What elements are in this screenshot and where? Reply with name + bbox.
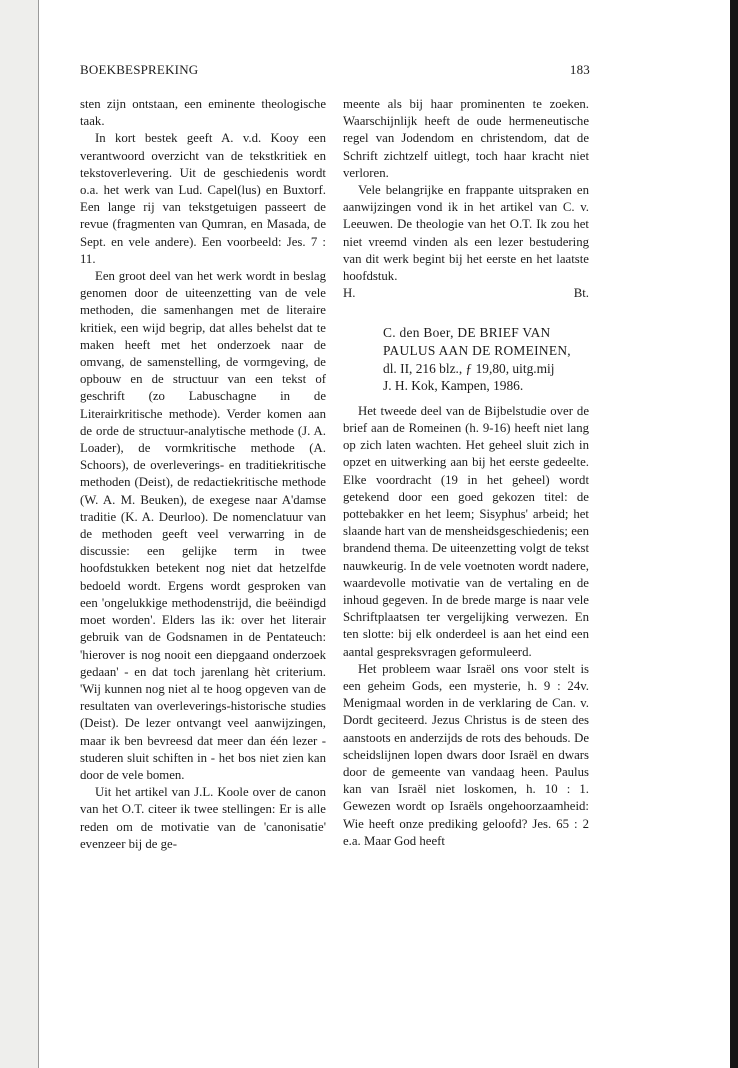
running-header (80, 62, 590, 82)
book-reference-line: J. H. Kok, Kampen, 1986. (383, 378, 524, 394)
page-fold-line (38, 0, 39, 1068)
paragraph: meente als bij haar prominenten te zoeken. Waarschijnlijk heeft de oude hermeneutische regel van Jodendom en christendom, dat de Schrift zichtzelf uitlegt, toch haar kracht niet verloren. (343, 97, 589, 180)
review-body (343, 403, 589, 850)
left-column (80, 96, 326, 853)
review-signature (343, 285, 589, 302)
book-reference (383, 324, 589, 394)
book-reference-line: dl. II, 216 blz., ƒ 19,80, uitg.mij (383, 360, 555, 376)
paragraph: Een groot deel van het werk wordt in beslag genomen door de uiteenzetting van de vele methoden, die samenhangen met de literaire kritiek, een wijd begrip, dat alles behelst dat te maken heeft met het onderzoek naar de omvang, de samenstelling, de vormgeving, de opbouw en de structuur van een tekst of geschrift (zo Labuschagne in de Literairkritische methode). Verder komen aan de orde de structuur-analytische methode (J. A. Loader), de vormkritische methode (A. Schoors), de overleverings- en traditiekritische methoden (Deist), de redactiekritische methode (W. A. M. Beuken), de exegese naar A'damse traditie (K. A. Deurloo). De nomenclatuur van de methoden geeft veel verwarring in de discussie: een gelijke term in twee hoofdstukken betekent nog niet dat hetzelfde bedoeld wordt. Ergens wordt gesproken van een 'ongelukkige methodenstrijd, die beëindigd moet worden'. Elders las ik: over het literair gebruik van de Godsnamen in de Pentateuch: 'hierover is nog nooit een diepgaand onderzoek gedaan' - en dat toch jarenlang hèt criterium. 'Wij kunnen nog niet al te hoog opgeven van de resultaten van overleverings-historische studies (Deist). De lezer ontvangt veel aanwijzingen, maar ik ben bevreesd dat meer dan één lezer - studeren sluit schiften in - het bos niet zien kan door de vele bomen. (80, 269, 326, 782)
book-reference-line: C. den Boer, DE BRIEF VAN (383, 325, 551, 341)
running-title: BOEKBESPREKING (80, 62, 199, 77)
paragraph: Vele belangrijke en frappante uitspraken en aanwijzingen vond ik in het artikel van C. v. Leeuwen. De theologie van het O.T. Ik zou het niet vreemd vinden als een lezer bestudering van dit werk begint bij het eerste en het laatste hoofdstuk. (343, 183, 589, 284)
paragraph: Het probleem waar Israël ons voor stelt is een geheim Gods, een mysterie, h. 9 : 24v. Menigmaal worden in de verklaring de Can. v. Dordt geciteerd. Jezus Christus is de steen des aanstoots en anderzijds de rots des behouds. De scheidslijnen lopen dwars door Israël en dwars door de gemeente van vandaag heen. Paulus kan van Israël niet loskomen, h. 10 : 1. Gewezen wordt op Israëls ongehoorzaamheid: Wie heeft onze prediking geloofd? Jes. 65 : 2 e.a. Maar God heeft (343, 661, 589, 848)
right-column (343, 96, 589, 850)
scan-gutter (0, 0, 38, 1068)
reviewer-initial: H. (343, 286, 356, 301)
page-number: 183 (569, 62, 590, 77)
review-continuation (343, 96, 589, 285)
paragraph: Uit het artikel van J.L. Koole over de canon van het O.T. citeer ik twee stellingen: Er is alle reden om de motivatie van de 'canonisatie' evenzeer bij de ge- (80, 785, 326, 851)
paragraph: Het tweede deel van de Bijbelstudie over de brief aan de Romeinen (h. 9-16) heeft niet lang op zich laten wachten. Het geheel sluit zich in opzet en uitwerking aan bij het eerste gedeelte. Elke voordracht (19 in het geheel) wordt getekend door een goed gekozen titel: de pottebakker en het leem; Sisyphus' arbeid; het slaande hart van de mensheidsgeschiedenis; een brandend thema. De uiteenzetting volgt de tekst nauwkeurig. In de vele voetnoten wordt nadere, waardevolle motivatie van de vertaling en de inhoud gegeven. In de brede marge is naar vele Schriftplaatsen ter vergelijking verwezen. En ten slotte: bij elk onderdeel is aan het eind een aantal gespreksvragen geformuleerd. (343, 403, 589, 659)
reviewer-code: Bt. (573, 286, 589, 301)
book-reference-line: PAULUS AAN DE ROMEINEN, (383, 343, 571, 359)
paragraph: In kort bestek geeft A. v.d. Kooy een verantwoord overzicht van de tekstkritiek en tekstoverlevering. Uit de geschiedenis wordt o.a. het werk van Lud. Capel(lus) en Buxtorf. Een lange rij van tekstgetuigen passeert de revue (fragmenten van Qumran, en Masada, de Sept. en vele andere). Een voorbeeld: Jes. 7 : 11. (80, 131, 326, 266)
paragraph: sten zijn ontstaan, een eminente theologische taak. (80, 97, 326, 129)
scan-right-edge (730, 0, 738, 1068)
